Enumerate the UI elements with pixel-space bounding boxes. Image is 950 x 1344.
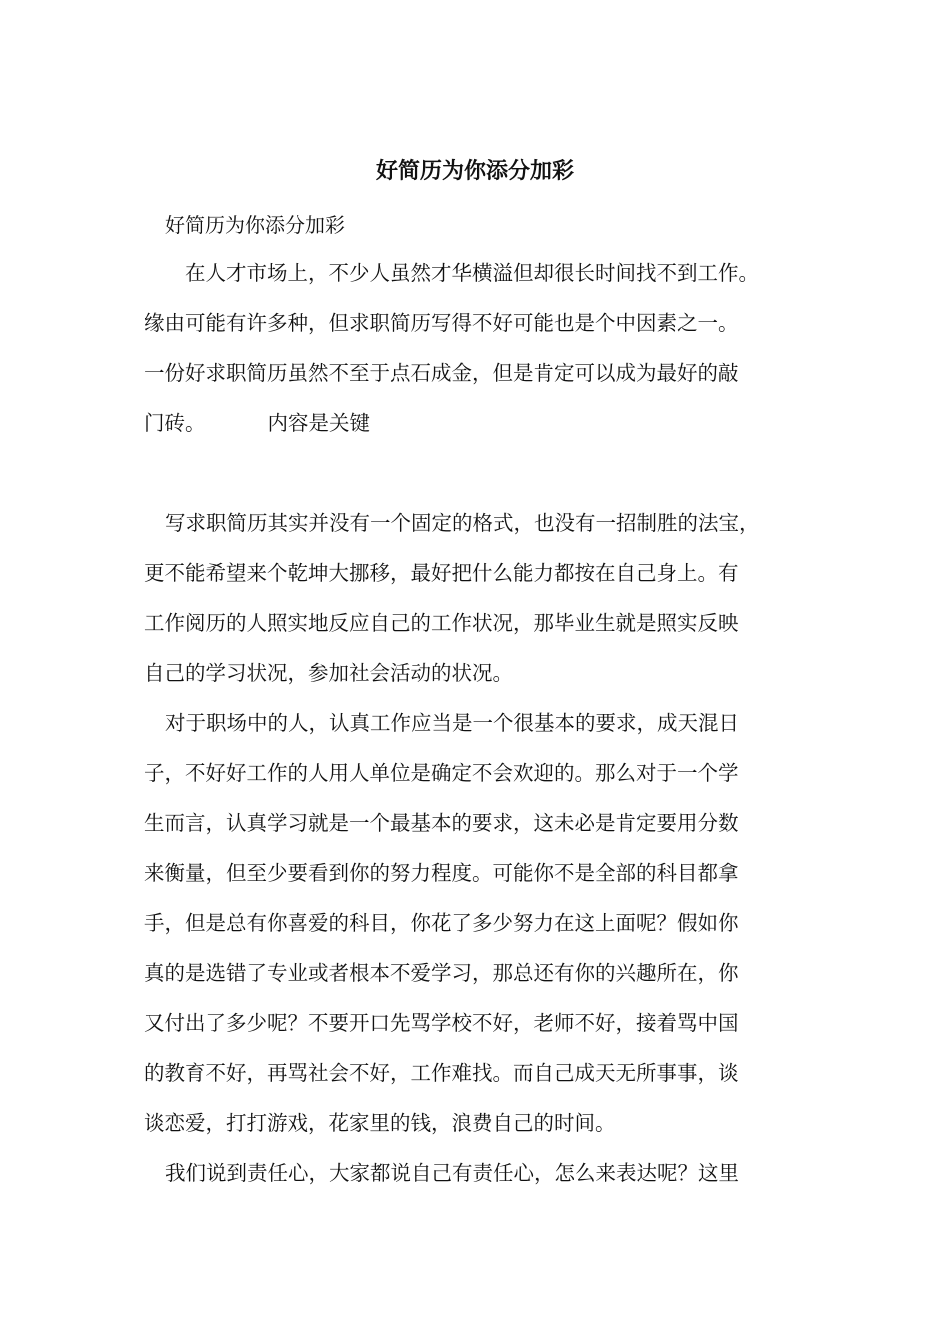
paragraph-line: 自己的学习状况，参加社会活动的状况。	[144, 661, 513, 685]
paragraph-line: 我们说到责任心，大家都说自己有责任心，怎么来表达呢？这里	[165, 1161, 739, 1185]
section-heading: 内容是关键	[267, 411, 370, 435]
paragraph-line: 手，但是总有你喜爱的科目，你花了多少努力在这上面呢？假如你	[144, 911, 739, 935]
paragraph-line: 缘由可能有许多种，但求职简历写得不好可能也是个中因素之一。	[144, 311, 739, 335]
paragraph-line: 又付出了多少呢？不要开口先骂学校不好，老师不好，接着骂中国	[144, 1011, 739, 1035]
document-subtitle: 好简历为你添分加彩	[165, 213, 345, 237]
paragraph-line: 工作阅历的人照实地反应自己的工作状况，那毕业生就是照实反映	[144, 611, 739, 635]
paragraph-line: 谈恋爱，打打游戏，花家里的钱，浪费自己的时间。	[144, 1111, 616, 1135]
paragraph-line: 生而言，认真学习就是一个最基本的要求，这未必是肯定要用分数	[144, 811, 739, 835]
paragraph-line: 的教育不好，再骂社会不好，工作难找。而自己成天无所事事，谈	[144, 1061, 739, 1085]
paragraph-line: 真的是选错了专业或者根本不爱学习，那总还有你的兴趣所在，你	[144, 961, 739, 985]
paragraph-line: 来衡量，但至少要看到你的努力程度。可能你不是全部的科目都拿	[144, 861, 739, 885]
paragraph-line	[144, 408, 370, 438]
paragraph-text: 门砖。	[144, 411, 206, 435]
paragraph-line: 更不能希望来个乾坤大挪移，最好把什么能力都按在自己身上。有	[144, 561, 739, 585]
paragraph-line: 在人才市场上，不少人虽然才华横溢但却很长时间找不到工作。	[185, 261, 759, 285]
paragraph-line: 子，不好好工作的人用人单位是确定不会欢迎的。那么对于一个学	[144, 761, 739, 785]
paragraph-line: 一份好求职简历虽然不至于点石成金，但是肯定可以成为最好的敲	[144, 361, 739, 385]
paragraph-line: 写求职简历其实并没有一个固定的格式，也没有一招制胜的法宝，	[165, 511, 760, 535]
document-title: 好简历为你添分加彩	[375, 158, 574, 184]
paragraph-line: 对于职场中的人，认真工作应当是一个很基本的要求，成天混日	[165, 711, 739, 735]
